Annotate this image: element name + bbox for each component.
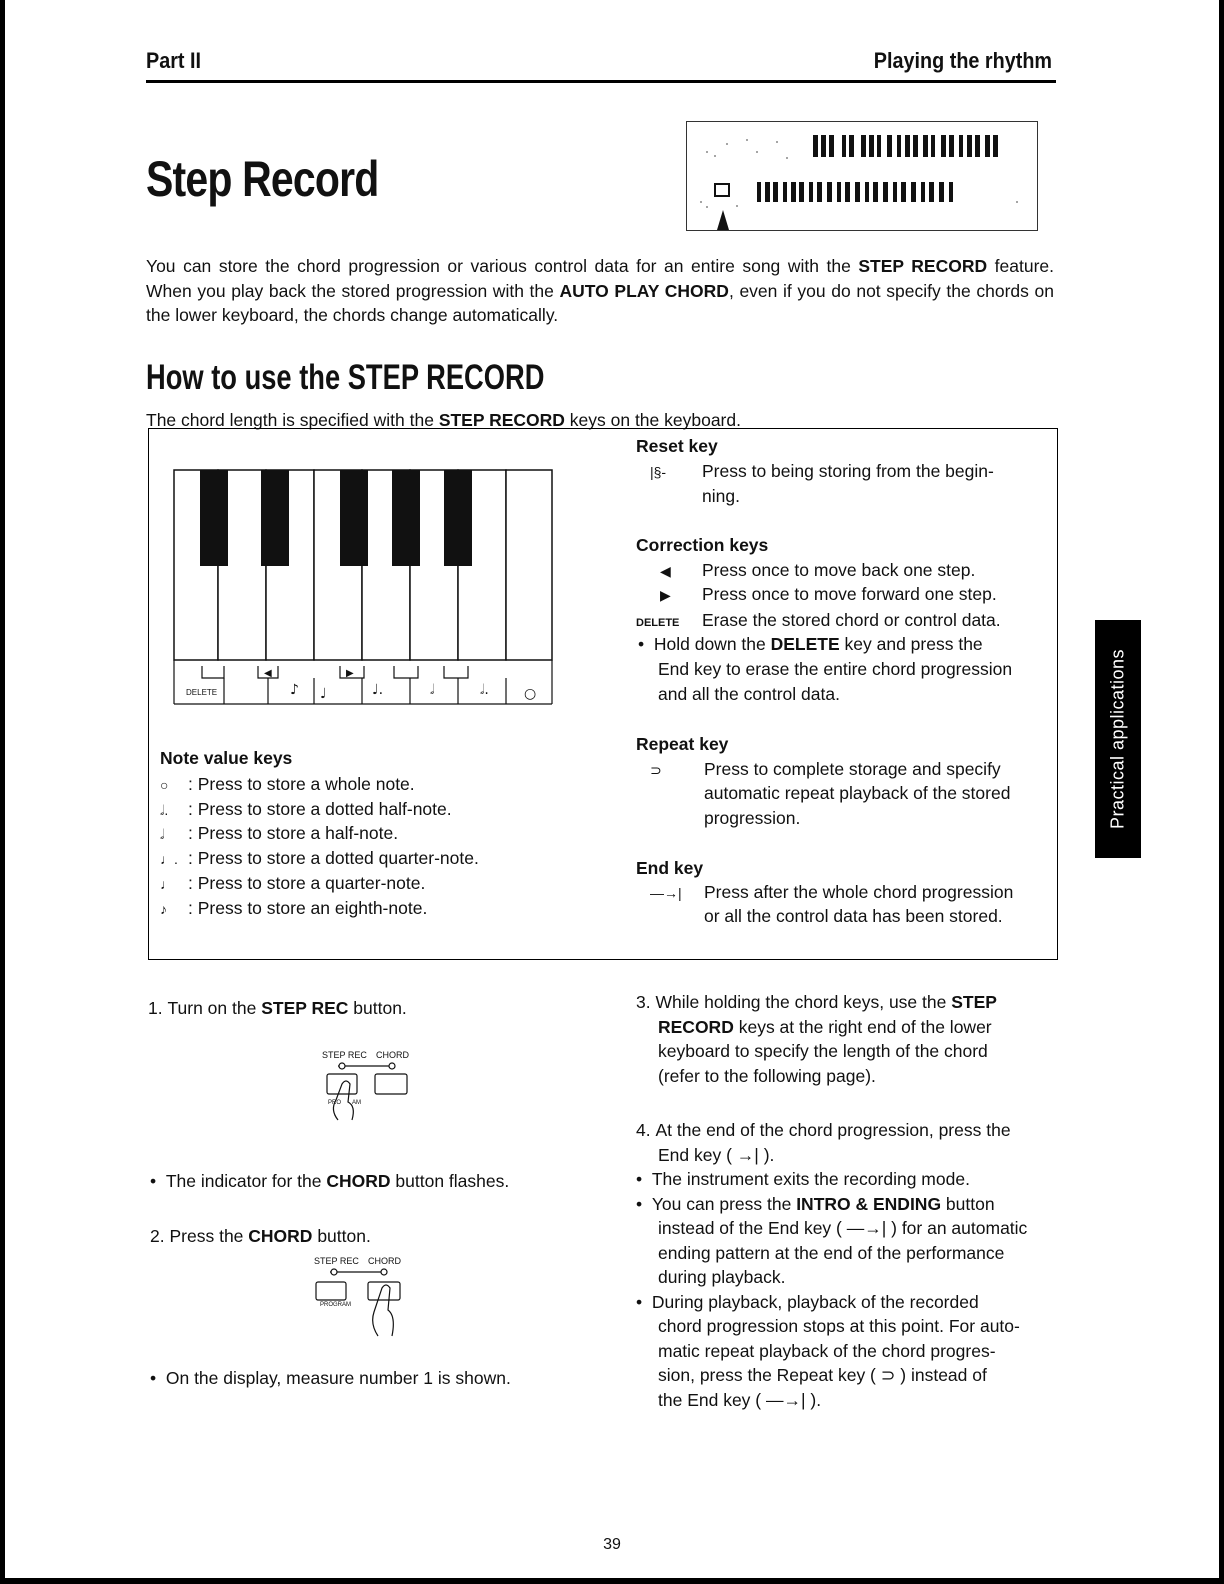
left-arrow-icon: ◀ — [660, 563, 671, 579]
step-1-text-1: Turn on the — [167, 998, 262, 1018]
header-rule — [146, 80, 1056, 83]
bullet-dot: • — [638, 634, 654, 654]
note-key-text: : Press to store a dotted half-note. — [188, 799, 452, 819]
lead-bold: STEP RECORD — [438, 410, 565, 430]
correction-back-text: Press once to move back one step. — [702, 560, 976, 580]
hand-pressing-step-rec-icon — [320, 1050, 420, 1130]
hand-pressing-chord-icon — [312, 1256, 412, 1338]
reset-key-desc — [650, 459, 994, 484]
step-1-note — [150, 1169, 509, 1193]
lcd-display-illustration — [686, 121, 1038, 231]
step-4-line1 — [636, 1118, 1058, 1143]
section-heading: How to use the STEP RECORD — [146, 358, 545, 397]
step-4-bullet-2-line2: instead of the End key ( —→| ) for an automatic — [658, 1218, 1028, 1238]
correction-bullet — [638, 632, 1048, 656]
delete-key-label: DELETE — [636, 617, 680, 629]
correction-delete-text: Erase the stored chord or control data. — [702, 610, 1001, 630]
repeat-line2: automatic repeat playback of the stored — [704, 783, 1011, 803]
step-rec-label: STEP REC — [322, 1050, 367, 1060]
repeat-line3: progression. — [704, 808, 801, 828]
svg-text:𝅗𝅥.: 𝅗𝅥. — [480, 682, 489, 698]
note-key-item — [160, 846, 479, 871]
step-4-text-1: At the end of the chord progression, press the — [655, 1120, 1011, 1140]
step-2-note — [150, 1366, 511, 1390]
step-4-bullet-3-line3: matic repeat playback of the chord progres- — [658, 1340, 996, 1361]
page-edge-bottom — [0, 1578, 1224, 1584]
page-number: 39 — [603, 1536, 621, 1553]
header-part: Part II — [146, 48, 202, 73]
svg-text:♩: ♩ — [320, 686, 327, 702]
intro-text-2: feature. When you play back the stored progression with the — [146, 256, 1054, 301]
repeat-line1: Press to complete storage and specify — [704, 759, 1001, 779]
bullet-bold: DELETE — [770, 634, 840, 654]
step-3-text-1: While holding the chord keys, use the — [655, 992, 952, 1012]
eighth-note-icon: ♪ — [160, 901, 167, 917]
repeat-key-icon: ⊃ — [650, 762, 662, 778]
step-rec-button-illustration — [320, 1050, 420, 1130]
step-3-bold-2: RECORD — [658, 1016, 734, 1037]
dotted-quarter-note-icon: ♩. — [160, 851, 178, 867]
step-4-bullet-2 — [636, 1192, 1058, 1217]
dotted-half-note-icon: 𝅗𝅥. — [160, 802, 169, 818]
note-key-text: : Press to store a quarter-note. — [188, 873, 426, 893]
step-1-number: 1. — [148, 998, 163, 1018]
bullet-dot: • — [636, 1291, 652, 1312]
intro-text-1: You can store the chord progression or various control data for an entire song with the — [146, 256, 859, 276]
step-4-bullet-2-line3: ending pattern at the end of the performance — [658, 1242, 1005, 1263]
quarter-note-icon: ♩ — [160, 876, 174, 892]
note-key-text: : Press to store a half-note. — [188, 823, 399, 843]
bullet-dot: • — [636, 1193, 652, 1214]
correction-forward-text: Press once to move forward one step. — [702, 584, 997, 604]
half-note-icon: 𝅗𝅥 — [160, 826, 165, 842]
step-3-text-2: keys at the right end of the lower — [733, 1016, 992, 1037]
note-key-text: : Press to store a whole note. — [188, 774, 415, 794]
note-key-text: : Press to store a dotted quarter-note. — [188, 848, 479, 868]
step-3-bold-1: STEP — [951, 992, 997, 1012]
step-3-line4: (refer to the following page). — [658, 1065, 876, 1086]
step-2 — [150, 1224, 371, 1248]
step-4-bullet-3-line2: chord progression stops at this point. For auto- — [658, 1316, 1020, 1336]
step-1-note-text-2: button flashes. — [390, 1171, 510, 1191]
svg-text:◀: ◀ — [264, 668, 272, 679]
lcd-segments — [687, 122, 1037, 230]
step-1-bold: STEP REC — [261, 998, 349, 1018]
correction-bullet-line3: and all the control data. — [658, 684, 840, 704]
page-edge-left — [0, 0, 5, 1584]
correction-back — [660, 558, 975, 583]
svg-text:♪: ♪ — [290, 682, 299, 698]
svg-text:PRO: PRO — [328, 1100, 342, 1106]
step-4-bullet-3-line1: During playback, playback of the recorded — [651, 1291, 979, 1312]
end-line2: or all the control data has been stored. — [704, 906, 1003, 926]
whole-note-icon: ○ — [160, 777, 169, 793]
lead-text-2: keys on the keyboard. — [564, 410, 741, 430]
repeat-key-title: Repeat key — [636, 734, 729, 754]
step-2-text-2: button. — [312, 1226, 371, 1246]
correction-forward — [660, 582, 997, 607]
keyboard-keys — [172, 468, 554, 708]
step-4-bullet-3-line5: the End key ( —→| ). — [658, 1389, 822, 1410]
step-2-number: 2. — [150, 1226, 165, 1246]
right-arrow-icon: ▶ — [660, 587, 671, 603]
correction-delete — [636, 608, 1001, 635]
keyboard-illustration — [172, 468, 554, 708]
note-key-item — [160, 797, 452, 822]
step-1-note-bold: CHORD — [326, 1171, 391, 1191]
lead-text-1: The chord length is specified with the — [146, 410, 439, 430]
bullet-dot: • — [150, 1368, 166, 1388]
step-rec-label: STEP REC — [314, 1256, 359, 1266]
keyboard-delete-label: DELETE — [186, 688, 218, 697]
program-label: PROGRAM — [320, 1302, 352, 1308]
end-key-icon: —→| — [650, 885, 682, 901]
step-4-bullet-2-bold: INTRO & ENDING — [796, 1193, 942, 1214]
step-4-line2: End key ( →| ). — [658, 1144, 775, 1165]
bullet-dot: • — [150, 1171, 166, 1191]
reset-key-line2: ning. — [702, 486, 740, 506]
svg-text:♩.: ♩. — [372, 682, 384, 698]
intro-bold-step-record: STEP RECORD — [858, 256, 988, 276]
header-section: Playing the rhythm — [873, 48, 1052, 73]
step-3-line3: keyboard to specify the length of the chord — [658, 1041, 988, 1061]
note-key-item — [160, 772, 415, 797]
step-3 — [636, 990, 1058, 1088]
chord-label: CHORD — [368, 1256, 401, 1266]
correction-keys-title: Correction keys — [636, 535, 769, 555]
intro-bold-auto-play-chord: AUTO PLAY CHORD — [559, 280, 729, 301]
note-key-text: : Press to store an eighth-note. — [188, 898, 428, 918]
correction-bullet-line2: End key to erase the entire chord progression — [658, 659, 1013, 679]
step-2-text-1: Press the — [169, 1226, 249, 1246]
chord-label: CHORD — [376, 1050, 409, 1060]
repeat-key-desc — [650, 757, 1001, 782]
page-title: Step Record — [146, 151, 379, 207]
end-key-desc — [650, 880, 1013, 905]
step-4-number: 4. — [636, 1120, 651, 1140]
reset-key-line1: Press to being storing from the begin- — [702, 461, 994, 481]
step-4 — [636, 1118, 1058, 1412]
intro-text-3: , even if you do not specify the chords on the lower keyboard, the chords change automatically. — [146, 280, 1054, 325]
side-tab-label: Practical applications — [1107, 648, 1128, 830]
step-1 — [148, 996, 407, 1020]
side-tab — [1095, 620, 1141, 858]
step-1-note-text-1: The indicator for the — [165, 1171, 327, 1191]
note-key-item — [160, 821, 398, 846]
svg-text:AM: AM — [352, 1100, 361, 1106]
step-3-number: 3. — [636, 992, 651, 1012]
step-4-bullet-3 — [636, 1290, 1058, 1315]
svg-text:▶: ▶ — [346, 668, 354, 679]
end-line1: Press after the whole chord progression — [704, 882, 1014, 902]
note-key-item — [160, 896, 427, 921]
step-4-bullet-1-text: The instrument exits the recording mode. — [651, 1169, 970, 1189]
step-3-line2 — [636, 1015, 1058, 1040]
note-key-item — [160, 871, 425, 896]
bullet-text-1: Hold down the — [653, 634, 771, 654]
end-key-title: End key — [636, 858, 704, 878]
svg-text:𝅗𝅥: 𝅗𝅥 — [430, 682, 435, 698]
step-3-line1 — [636, 990, 1058, 1015]
chord-button-illustration — [312, 1256, 412, 1338]
intro-paragraph — [146, 254, 1054, 328]
step-4-bullet-1 — [636, 1167, 1058, 1192]
step-2-note-text: On the display, measure number 1 is shown. — [165, 1368, 511, 1388]
step-4-bullet-2-line4: during playback. — [658, 1267, 786, 1287]
bullet-dot: • — [636, 1169, 652, 1189]
bullet-text-2: key and press the — [839, 634, 983, 654]
step-4-bullet-3-line4: sion, press the Repeat key ( ⊃ ) instead of — [658, 1365, 987, 1385]
note-keys-title: Note value keys — [160, 748, 293, 768]
reset-key-title: Reset key — [636, 436, 718, 456]
step-2-bold: CHORD — [248, 1226, 313, 1246]
svg-text:○: ○ — [524, 686, 537, 702]
step-1-text-2: button. — [348, 998, 407, 1018]
reset-key-icon: |§- — [650, 464, 667, 480]
page-edge-right — [1219, 0, 1224, 1584]
step-4-bullet-2-text-2: button — [941, 1193, 995, 1214]
step-4-bullet-2-text-1: You can press the — [651, 1193, 797, 1214]
